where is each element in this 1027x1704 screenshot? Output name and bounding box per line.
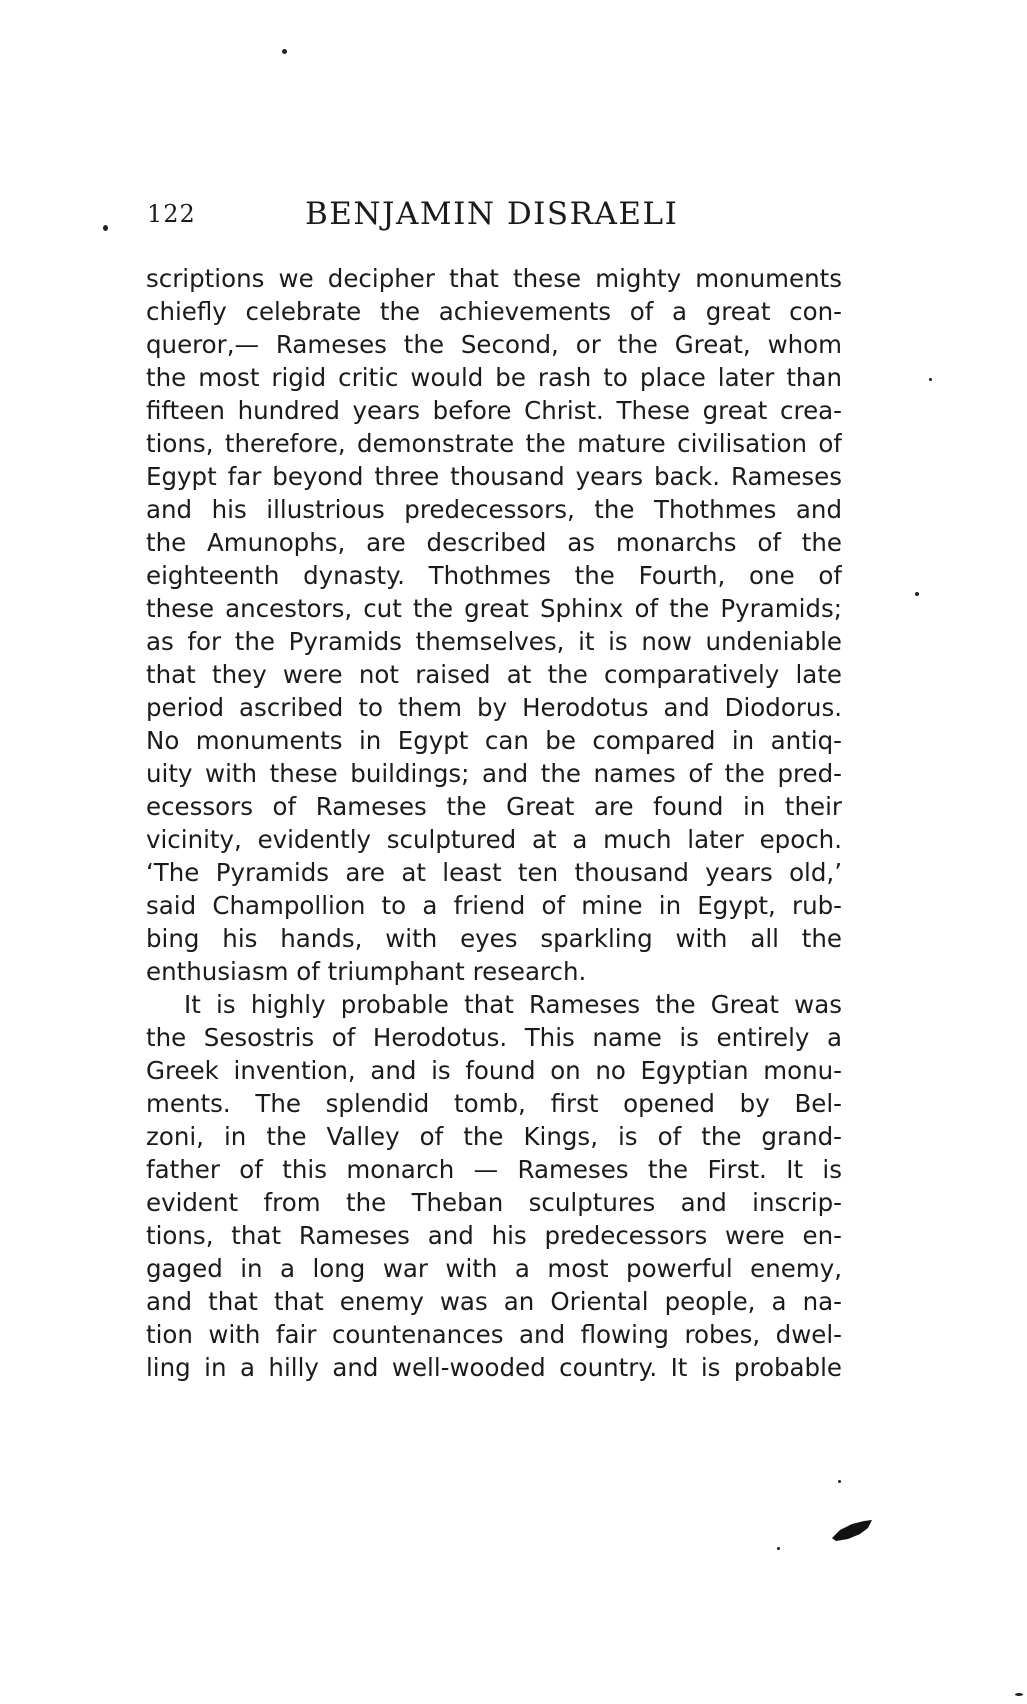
text-line: tion with fair countenances and flowing robes, dwel- [146,1320,842,1349]
text-line: and that that enemy was an Oriental people, a na- [146,1287,842,1316]
text-line: and his illustrious predecessors, the Thothmes and [146,495,842,524]
text-line: queror,— Rameses the Second, or the Great, whom [146,330,842,359]
scan-speck [777,1547,780,1550]
text-line: vicinity, evidently sculptured at a much later epoch. [146,825,842,854]
text-line: tions, therefore, demonstrate the mature civilisation of [146,429,842,458]
text-line: the most rigid critic would be rash to place later than [146,363,842,392]
scan-speck [103,225,108,231]
text-line: No monuments in Egypt can be compared in antiq- [146,726,842,755]
text-line: ling in a hilly and well-wooded country. It is probable [146,1353,842,1382]
text-line: as for the Pyramids themselves, it is now undeniable [146,627,842,656]
text-line: that they were not raised at the comparatively late [146,660,842,689]
text-line: scriptions we decipher that these mighty monuments [146,264,842,293]
ink-blot [830,1518,874,1542]
text-line: gaged in a long war with a most powerful enemy, [146,1254,842,1283]
text-line: said Champollion to a friend of mine in Egypt, rub- [146,891,842,920]
text-line: these ancestors, cut the great Sphinx of the Pyramids; [146,594,842,623]
text-line: ments. The splendid tomb, first opened by Bel- [146,1089,842,1118]
text-line: ‘The Pyramids are at least ten thousand years old,’ [146,858,842,887]
scan-speck [915,592,919,596]
text-line: chiefly celebrate the achievements of a great con- [146,297,842,326]
text-line: tions, that Rameses and his predecessors were en- [146,1221,842,1250]
text-line: period ascribed to them by Herodotus and Diodorus. [146,693,842,722]
scan-speck [838,1480,841,1483]
scan-speck [929,378,932,381]
text-line: the Sesostris of Herodotus. This name is entirely a [146,1023,842,1052]
text-line: the Amunophs, are described as monarchs of the [146,528,842,557]
scan-speck [1015,1693,1023,1696]
page-number: 122 [147,200,196,228]
text-line: ecessors of Rameses the Great are found in their [146,792,842,821]
running-title: BENJAMIN DISRAELI [305,196,679,232]
text-line: Greek invention, and is found on no Egyptian monu- [146,1056,842,1085]
paragraph-end-line: enthusiasm of triumphant research. [146,957,587,986]
text-line: zoni, in the Valley of the Kings, is of the grand- [146,1122,842,1151]
text-line: fifteen hundred years before Christ. These great crea- [146,396,842,425]
body-text [146,262,842,1384]
text-line: uity with these buildings; and the names of the pred- [146,759,842,788]
paragraph-start-line: It is highly probable that Rameses the Great was [184,990,842,1019]
text-line: Egypt far beyond three thousand years back. Rameses [146,462,842,491]
text-line: evident from the Theban sculptures and inscrip- [146,1188,842,1217]
text-line: bing his hands, with eyes sparkling with all the [146,924,842,953]
scan-speck [282,49,287,54]
text-line: father of this monarch — Rameses the First. It is [146,1155,842,1184]
text-line: eighteenth dynasty. Thothmes the Fourth, one of [146,561,842,590]
